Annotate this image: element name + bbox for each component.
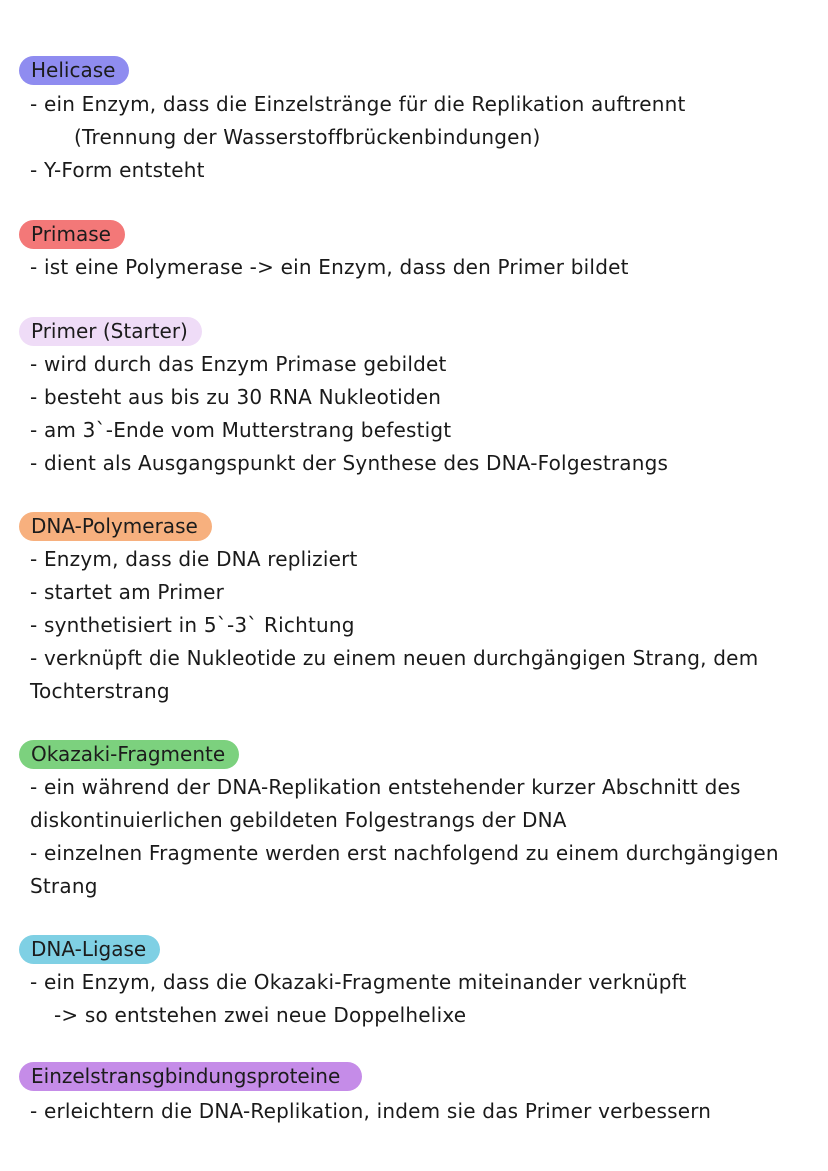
primase-label: Primase: [19, 220, 125, 249]
dna-polymerase-line-1: - Enzym, dass die DNA repliziert: [30, 547, 358, 571]
okazaki-line-4: Strang: [30, 874, 98, 898]
helicase-line-1: - ein Enzym, dass die Einzelstränge für die Replikation auftrennt: [30, 92, 686, 116]
okazaki-line-2: diskontinuierlichen gebildeten Folgestrangs der DNA: [30, 808, 567, 832]
dna-polymerase-line-4: - verknüpft die Nukleotide zu einem neuen durchgängigen Strang, dem: [30, 646, 759, 670]
dna-polymerase-line-2: - startet am Primer: [30, 580, 225, 604]
okazaki-label: Okazaki-Fragmente: [19, 740, 239, 769]
okazaki-line-3: - einzelnen Fragmente werden erst nachfolgend zu einem durchgängigen: [30, 841, 779, 865]
helicase-line-3: - Y-Form entsteht: [30, 158, 205, 182]
helicase-line-2: (Trennung der Wasserstoffbrückenbindungen): [74, 125, 541, 149]
primer-line-4: - dient als Ausgangspunkt der Synthese des DNA-Folgestrangs: [30, 451, 669, 475]
einzelstrang-line-1: - erleichtern die DNA-Replikation, indem sie das Primer verbessern: [30, 1099, 712, 1123]
dna-ligase-line-2: -> so entstehen zwei neue Doppelhelixe: [54, 1003, 467, 1027]
primer-line-3: - am 3`-Ende vom Mutterstrang befestigt: [30, 418, 452, 442]
einzelstrang-label: Einzelstransgbindungsproteine: [19, 1062, 362, 1091]
primer-label: Primer (Starter): [19, 317, 202, 346]
dna-polymerase-line-3: - synthetisiert in 5`-3` Richtung: [30, 613, 355, 637]
dna-polymerase-label: DNA-Polymerase: [19, 512, 212, 541]
primer-line-1: - wird durch das Enzym Primase gebildet: [30, 352, 447, 376]
dna-ligase-label: DNA-Ligase: [19, 935, 160, 964]
primer-line-2: - besteht aus bis zu 30 RNA Nukleotiden: [30, 385, 442, 409]
helicase-label: Helicase: [19, 56, 129, 85]
primase-line-1: - ist eine Polymerase -> ein Enzym, dass den Primer bildet: [30, 255, 629, 279]
dna-ligase-line-1: - ein Enzym, dass die Okazaki-Fragmente miteinander verknüpft: [30, 970, 687, 994]
okazaki-line-1: - ein während der DNA-Replikation entstehender kurzer Abschnitt des: [30, 775, 741, 799]
dna-polymerase-line-5: Tochterstrang: [30, 679, 170, 703]
